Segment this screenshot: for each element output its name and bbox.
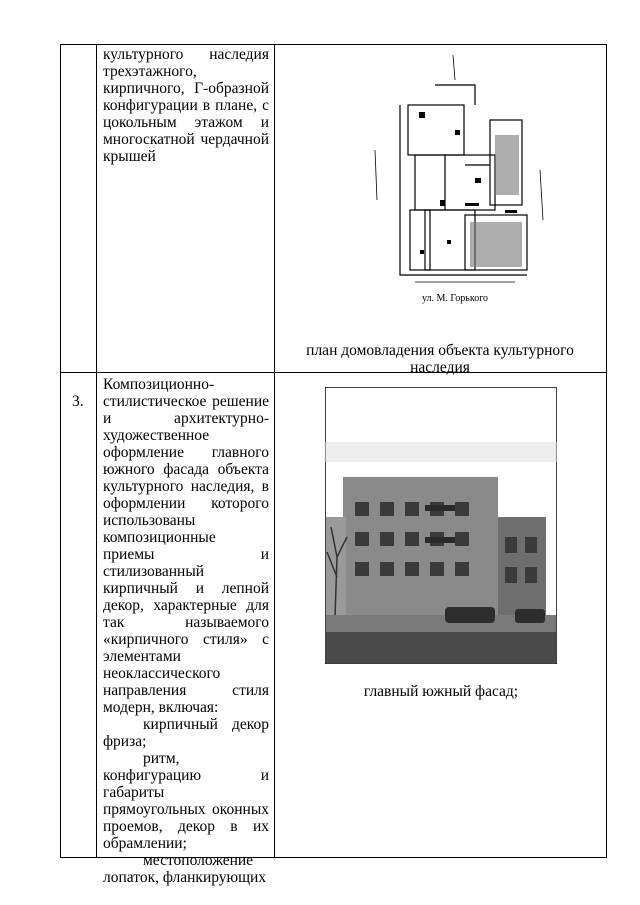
- site-plan-drawing: [355, 50, 560, 312]
- list-item: ритм, конфигурацию и габариты прямоугольных оконных проемов, декор в их обрамлении;: [103, 750, 269, 852]
- row-3-description: [103, 376, 269, 886]
- table-border-right: [606, 44, 607, 858]
- table-border-left: [60, 44, 61, 858]
- south-facade-photo: [325, 387, 557, 664]
- facade-description: Композиционно-стилистическое решение и архитектурно-художественное оформление главного южного фасада объекта культурного наследия, в оформлении которого использованы композиционные приемы и стилизованный кирпичный и лепной декор, характерные для так называемого «кирпичного стиля» с элементами неоклассического направления стиля модерн, включая:: [103, 376, 269, 716]
- table-column-divider-2: [274, 44, 275, 858]
- facade-caption: главный южный фасад;: [363, 683, 519, 700]
- site-plan-caption: план домовладения объекта культурного наследия: [306, 342, 574, 376]
- table-column-divider-1: [96, 44, 97, 858]
- street-label: ул. М. Горького: [421, 293, 489, 304]
- list-item: местоположение лопаток, фланкирующих: [103, 852, 267, 886]
- table-top-border: [60, 44, 607, 45]
- list-item: кирпичный декор фриза;: [103, 716, 269, 750]
- object-description-continued: культурного наследия трехэтажного, кирпичного, Г-образной конфигурации в плане, с цокольным этажом и многоскатной чердачной крышей: [103, 46, 269, 165]
- row-number: 3.: [72, 393, 84, 410]
